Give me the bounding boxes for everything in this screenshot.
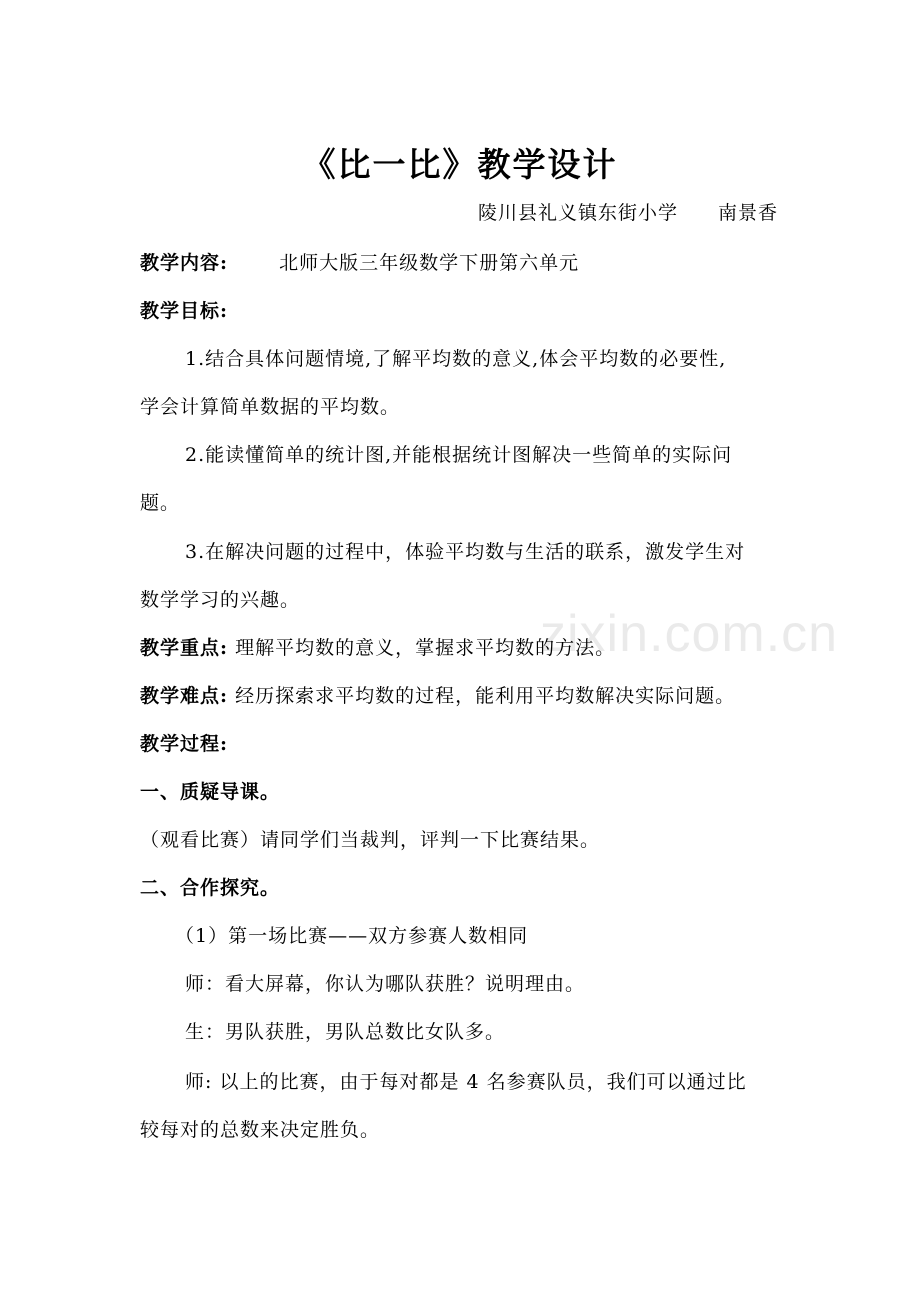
teacher-line1: 师：看大屏幕，你认为哪队获胜？说明理由。: [185, 973, 586, 995]
content-label: 教学内容:: [140, 252, 229, 274]
section2-heading: 二、合作探究。: [140, 877, 281, 899]
goal2-line2: 题。: [140, 492, 181, 514]
key-point-value: 理解平均数的意义，掌握求平均数的方法。: [235, 637, 616, 659]
goal3-line1: 3.在解决问题的过程中，体验平均数与生活的联系，激发学生对: [185, 541, 746, 563]
content-row: [140, 251, 579, 275]
process-label: 教学过程:: [140, 733, 229, 755]
content-value: 北师大版三年级数学下册第六单元: [279, 252, 580, 274]
difficulty-row: [140, 684, 735, 708]
document-title: 《比一比》教学设计: [302, 145, 618, 184]
goal1-line2: 学会计算简单数据的平均数。: [140, 396, 401, 418]
teacher-line2-part1: 师: 以上的比赛，由于每对都是 4 名参赛队员，我们可以通过比: [185, 1071, 747, 1093]
goal3-line2: 数学学习的兴趣。: [140, 589, 301, 611]
subsection1: （1）第一场比赛——双方参赛人数相同: [175, 925, 529, 947]
section1-text: （观看比赛）请同学们当裁判，评判一下比赛结果。: [140, 829, 601, 851]
watermark: zixin.com.cn: [540, 605, 839, 663]
teacher-line2-part2: 较每对的总数来决定胜负。: [140, 1119, 381, 1141]
student-line1: 生：男队获胜，男队总数比女队多。: [185, 1021, 506, 1043]
key-point-row: [140, 636, 615, 660]
section1-heading: 一、质疑导课。: [140, 781, 281, 803]
difficulty-value: 经历探索求平均数的过程，能利用平均数解决实际问题。: [235, 685, 736, 707]
goal1-line1: 1.结合具体问题情境,了解平均数的意义,体会平均数的必要性,: [185, 348, 727, 370]
difficulty-label: 教学难点:: [140, 685, 229, 707]
goals-label: 教学目标:: [140, 300, 229, 322]
key-point-label: 教学重点:: [140, 637, 229, 659]
goal2-line1: 2.能读懂简单的统计图,并能根据统计图解决一些简单的实际问: [185, 444, 733, 466]
author-line: 陵川县礼义镇东街小学 南景香: [477, 202, 778, 224]
